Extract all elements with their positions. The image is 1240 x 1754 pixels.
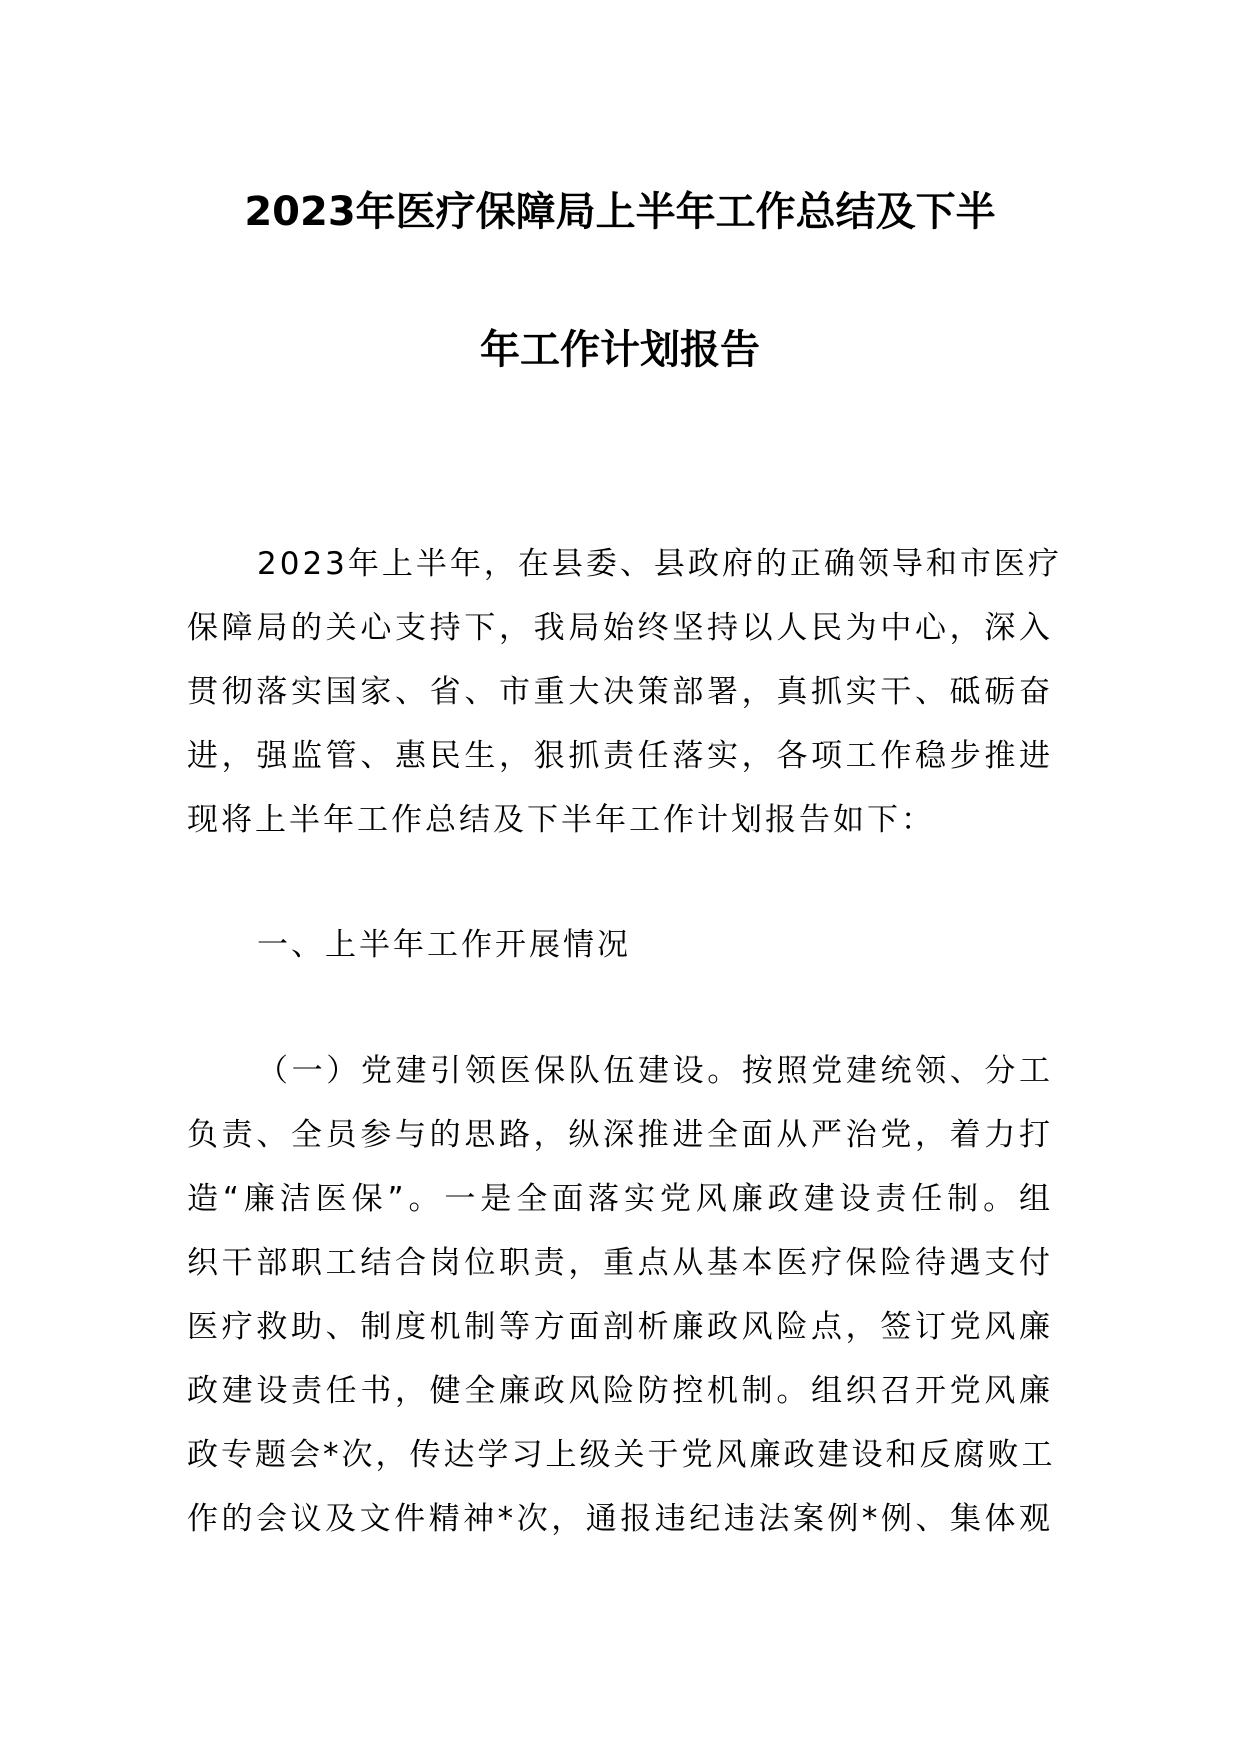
intro-paragraph-line: 保障局的关心支持下，我局始终坚持以人民为中心，深入: [187, 610, 1053, 646]
intro-paragraph-line: 现将上半年工作总结及下半年工作计划报告如下：: [187, 802, 935, 838]
subsection-paragraph-line: 政专题会*次，传达学习上级关于党风廉政建设和反腐败工: [187, 1437, 1056, 1473]
subsection-paragraph-line: 织干部职工结合岗位职责，重点从基本医疗保险待遇支付: [187, 1245, 1053, 1281]
document-title-line-1: 2023年医疗保障局上半年工作总结及下半: [244, 189, 996, 235]
intro-paragraph-line: 贯彻落实国家、省、市重大决策部署，真抓实干、砥砺奋: [187, 674, 1053, 710]
subsection-paragraph-line: 作的会议及文件精神*次，通报违纪违法案例*例、集体观: [187, 1501, 1053, 1537]
subsection-paragraph-line: （一）党建引领医保队伍建设。按照党建统领、分工: [257, 1053, 1053, 1089]
subsection-paragraph-line: 医疗救助、制度机制等方面剖析廉政风险点，签订党风廉: [187, 1309, 1053, 1345]
intro-paragraph-line: 进，强监管、惠民生，狠抓责任落实，各项工作稳步推进: [187, 738, 1053, 774]
subsection-paragraph-line: 造“廉洁医保”。一是全面落实党风廉政建设责任制。组: [187, 1181, 1053, 1217]
subsection-paragraph-line: 负责、全员参与的思路，纵深推进全面从严治党，着力打: [187, 1117, 1053, 1153]
subsection-paragraph-line: 政建设责任书，健全廉政风险防控机制。组织召开党风廉: [187, 1373, 1053, 1409]
document-title-line-2: 年工作计划报告: [480, 327, 760, 373]
section-heading: 一、上半年工作开展情况: [257, 927, 631, 963]
intro-paragraph-line: 2023年上半年，在县委、县政府的正确领导和市医疗: [257, 546, 1062, 582]
